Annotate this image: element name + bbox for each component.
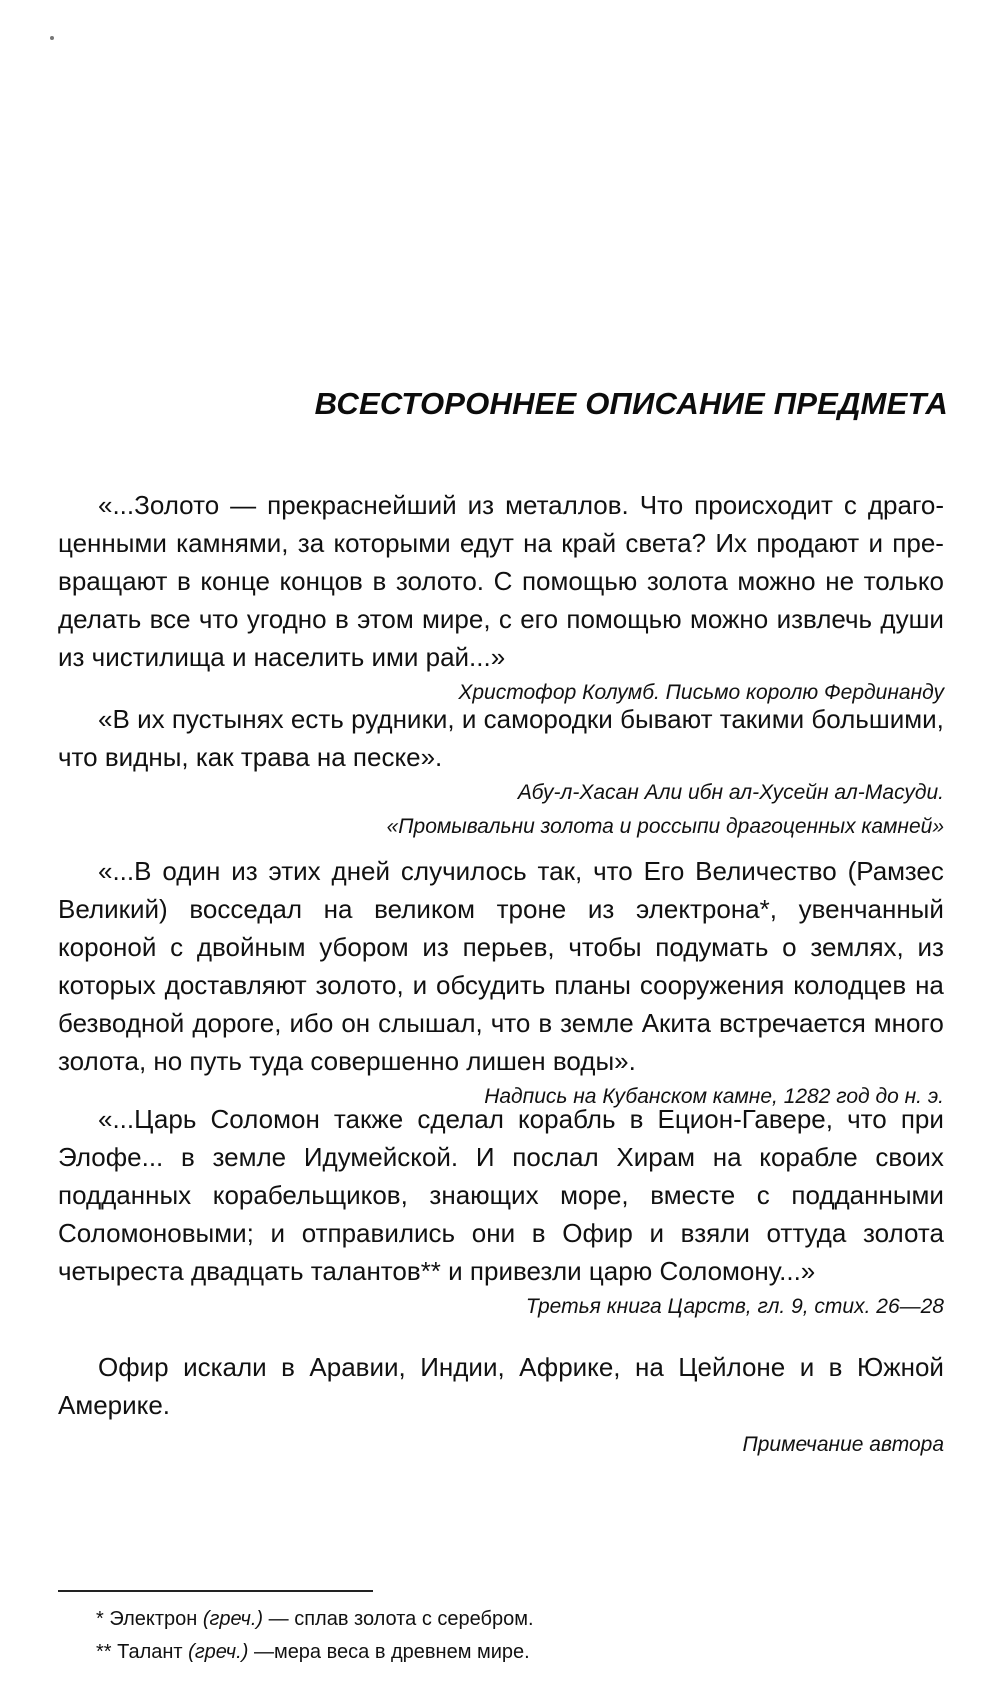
word: один [162,856,221,886]
word: дней [331,856,391,886]
word: Цейлоне [678,1352,786,1382]
word: на [323,894,353,924]
word: металлов. [505,490,629,520]
quote-line [58,700,944,738]
word: в [828,1352,843,1382]
word: С [493,566,513,596]
word: короной [58,932,157,962]
word: Хирам [616,1142,696,1172]
word: они [471,1218,516,1248]
word: подданных [58,1180,192,1210]
word: край [561,528,617,558]
quote-line [58,1138,944,1176]
word: земле [560,1008,634,1038]
word: с [498,604,512,634]
word: Что [639,490,684,520]
word: света? [625,528,707,558]
word: в [177,566,191,596]
word: которых [58,970,156,1000]
word: что [593,856,633,886]
word: золото, [315,970,404,1000]
word: взяли [680,1218,750,1248]
word: и [649,1218,665,1248]
word: и [799,1352,815,1382]
word: ценными [58,528,167,558]
word: послал [512,1142,599,1172]
footnotes [96,1603,534,1669]
footnote-lang: (греч.) [202,1608,264,1630]
word: Индии, [420,1352,505,1382]
word: конце [200,566,270,596]
word: в [181,1142,195,1172]
word: троне [496,894,567,924]
word: Элофе... [58,1142,164,1172]
word: в [372,566,387,596]
word: большими, [811,704,944,734]
word: можно [737,566,816,596]
word: на [712,1142,742,1172]
word: Ецион-Гавере, [657,1104,833,1134]
word: что [847,1104,887,1134]
word: из [917,932,944,962]
footnote-text: — сплав золота с серебром. [268,1608,534,1630]
word: Африке, [519,1352,621,1382]
word: есть [290,704,344,734]
footnote-2 [96,1636,534,1669]
word: делать [58,604,142,634]
quote-attribution: Третья книга Царств, гл. 9, стих. 26—28 [525,1295,944,1318]
word: в [629,1104,644,1134]
word: двойным [196,932,306,962]
word: корабль [518,1104,616,1134]
word: «В [98,704,130,734]
quote-line [58,1100,944,1138]
word: камнями, [176,528,289,558]
word: из [587,894,615,924]
quote-attribution: Абу-л-Хасан Али ибн ал-Хусейн ал-Масуди. [517,781,944,804]
word: в [531,1218,546,1248]
word: своих [875,1142,944,1172]
word: Их [715,528,748,558]
word: золота [862,1218,944,1248]
word: чтобы [568,932,642,962]
word: этих [268,856,321,886]
word: что [198,604,239,634]
word: едут [459,528,514,558]
quote-line [58,524,944,562]
word: души [880,604,944,634]
word: корабле [759,1142,858,1172]
quote-masudi [58,700,944,844]
quote-line: четыреста двадцать талантов** и привезли царю Соломону...» [58,1256,816,1286]
word: «...Золото [98,490,220,520]
scan-speck [50,36,54,40]
word: (Рамзес [847,856,944,886]
note-line [58,1348,944,1386]
quote-line: что видны, как трава на песке». [58,742,443,772]
word: дороге, [192,1008,282,1038]
word: рудники, [351,704,455,734]
footnote-mark: * [96,1608,104,1630]
word: подумать [655,932,769,962]
note-line: Америке. [58,1390,171,1420]
word: Великий) [58,894,168,924]
word: Аравии, [309,1352,406,1382]
word: встречается [719,1008,866,1038]
quote-kings [58,1100,944,1324]
word: «...Царь [98,1104,197,1134]
word: извлечь [776,604,873,634]
word: и [461,704,477,734]
quote-attribution: Надпись на Кубанском камне, 1282 год до н. э. [484,1085,944,1108]
quote-kuban-stone [58,852,944,1114]
word: отправились [301,1218,456,1248]
word: перьев, [462,932,555,962]
word: о [782,932,797,962]
word: прекраснейший [267,490,457,520]
footnote-text: —мера веса в древнем мире. [253,1641,530,1663]
word: много [873,1008,944,1038]
quote-line [58,966,944,1004]
quote-attribution-source: «Промывальни золота и россыпи драгоценных камней» [386,815,944,838]
quote-line: золота, но путь туда совершенно лишен воды». [58,1046,636,1076]
author-note [58,1348,944,1462]
word: самородки [483,704,613,734]
quote-line [58,486,944,524]
word: пустынях [171,704,284,734]
quote-line [58,1214,944,1252]
word: в [281,1352,295,1382]
word: сделал [417,1104,504,1134]
word: Идумейской. [303,1142,459,1172]
word: Соломон [210,1104,320,1134]
word: и [412,970,428,1000]
quote-line [58,562,944,600]
word: такими [719,704,805,734]
word: электрона*, [636,894,777,924]
word: помощью [521,566,638,596]
footnote-lang: (греч.) [188,1641,249,1663]
word: продают [756,528,860,558]
word: в [538,1008,553,1038]
word: также [333,1104,404,1134]
word: оттуда [766,1218,847,1248]
word: и [270,1218,286,1248]
word: на [634,1352,664,1382]
quote-line [58,928,944,966]
word: ибо [289,1008,334,1038]
note-attribution: Примечание автора [742,1433,944,1456]
word: пре- [892,528,944,558]
word: и [868,528,884,558]
footnote-term: Электрон [109,1608,198,1630]
word: мире, [422,604,491,634]
word: увенчанный [798,894,944,924]
word: золото. [395,566,485,596]
word: не [825,566,855,596]
word: подданными [791,1180,944,1210]
word: при [900,1104,944,1134]
word: знающих [429,1180,539,1210]
word: из [422,932,449,962]
word: их [137,704,165,734]
quote-line: из чистилища и населить ими рай...» [58,642,506,672]
word: планы [554,970,631,1000]
word: с [756,1180,770,1210]
word: драго- [867,490,944,520]
word: «...В [98,856,152,886]
word: все [149,604,191,634]
word: Офир [98,1352,169,1382]
word: безводной [58,1008,185,1038]
word: на [915,970,944,1000]
footnote-divider [58,1590,373,1592]
word: доставляют [164,970,307,1000]
word: так, [537,856,583,886]
word: земле [212,1142,287,1172]
word: на [523,528,552,558]
word: колодцев [793,970,907,1000]
word: помощью [566,604,682,634]
word: что [490,1008,531,1038]
word: можно [689,604,769,634]
word: землях, [810,932,904,962]
quote-line [58,600,944,638]
word: из [231,856,258,886]
word: обсудить [436,970,546,1000]
word: с [170,932,184,962]
word: убором [319,932,409,962]
word: Его [643,856,685,886]
quote-line [58,852,944,890]
word: его [520,604,559,634]
footnote-term: Талант [117,1641,183,1663]
word: из [467,490,495,520]
word: вместе [650,1180,736,1210]
word: Офир [562,1218,633,1248]
quote-line [58,1176,944,1214]
word: море, [560,1180,629,1210]
word: случилось [400,856,527,886]
word: этом [357,604,414,634]
quote-columbus [58,486,944,710]
quote-attribution: Христофор Колумб. Письмо королю Фердинанду [458,681,944,704]
word: — [230,490,257,520]
word: Южной [856,1352,944,1382]
word: искали [183,1352,267,1382]
word: угодно [246,604,327,634]
word: восседал [189,894,303,924]
quote-line [58,1004,944,1042]
word: бывают [620,704,713,734]
word: он [341,1008,371,1038]
word: только [863,566,944,596]
word: которыми [333,528,451,558]
word: И [475,1142,495,1172]
word: происходит [694,490,833,520]
footnote-mark: ** [96,1641,112,1663]
word: Акита [641,1008,712,1038]
word: Соломоновыми; [58,1218,254,1248]
word: золота [646,566,728,596]
word: с [843,490,857,520]
word: слышал, [378,1008,483,1038]
word: в [334,604,349,634]
word: вращают [58,566,168,596]
chapter-heading: ВСЕСТОРОННЕЕ ОПИСАНИЕ ПРЕДМЕТА [314,386,948,421]
word: концов [279,566,363,596]
footnote-1 [96,1603,534,1636]
word: за [297,528,325,558]
quote-line [58,890,944,928]
word: великом [374,894,475,924]
word: Величество [695,856,837,886]
word: сооружения [639,970,785,1000]
word: корабельщиков, [212,1180,408,1210]
